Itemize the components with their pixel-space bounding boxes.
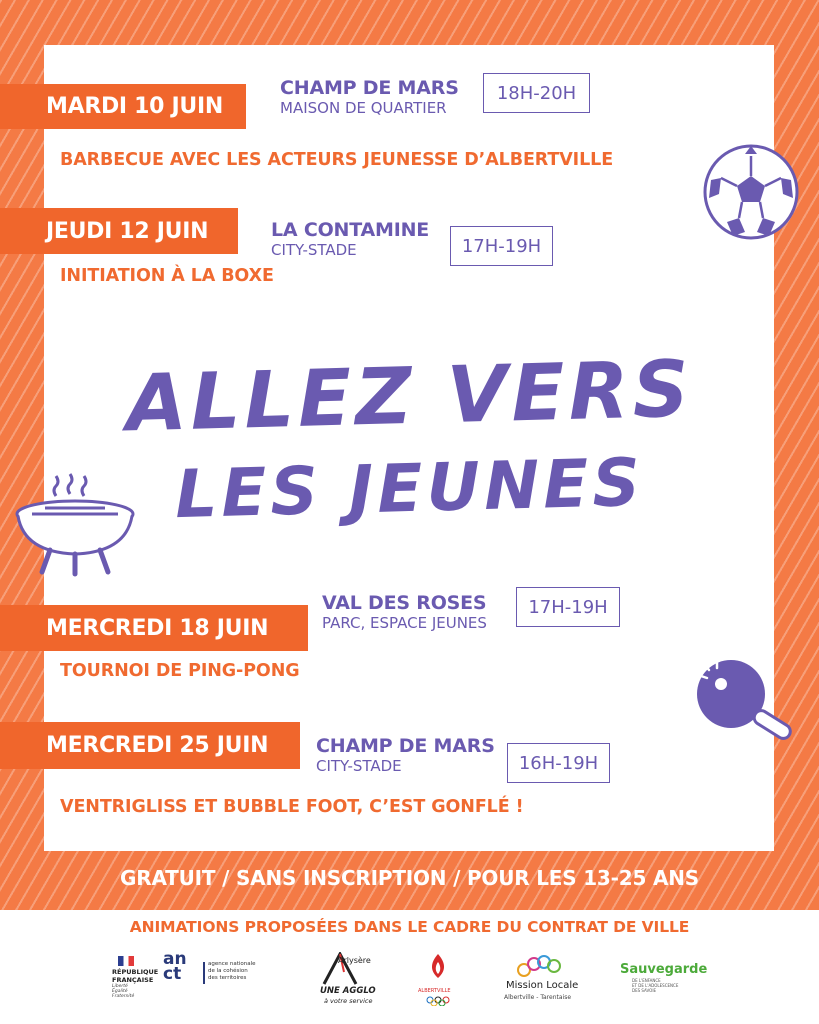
event-2-place: LA CONTAMINE (271, 219, 430, 241)
event-2-activity: INITIATION À LA BOXE (60, 266, 274, 286)
event-1-time-box: 18H-20H (483, 73, 590, 113)
mission-locale-name: Mission Locale (506, 980, 579, 991)
event-1-date-tag: MARDI 10 JUIN (0, 84, 246, 129)
event-1-activity: BARBECUE AVEC LES ACTEURS JEUNESSE D’ALBERTVILLE (60, 150, 614, 170)
event-3-location (322, 592, 487, 632)
event-1-venue: MAISON DE QUARTIER (280, 99, 447, 117)
event-4-venue: CITY-STADE (316, 757, 402, 775)
republique-motto-2: Égalité (112, 989, 128, 994)
event-4-place: CHAMP DE MARS (316, 735, 495, 757)
mission-locale-sub: Albertville - Tarentaise (504, 994, 572, 1001)
mission-locale-people-icon (516, 954, 566, 980)
event-4-date-tag: MERCREDI 25 JUIN (0, 722, 300, 769)
marianne-flag-icon (118, 956, 134, 966)
headline-line-2: LES JEUNES (174, 443, 645, 534)
arlysere-tagline-2: à votre service (324, 997, 373, 1005)
olympic-rings-icon (426, 996, 450, 1006)
republique-motto-1: Liberté (112, 984, 128, 989)
albertville-flame-icon (423, 952, 453, 988)
event-2-date-tag: JEUDI 12 JUIN (0, 208, 238, 254)
republique-motto-3: Fraternité (112, 994, 135, 999)
soccer-ball-icon (701, 142, 801, 242)
sauvegarde-logo (620, 952, 708, 1012)
sauvegarde-sub-1: DE L'ENFANCE (632, 978, 661, 983)
event-1-place: CHAMP DE MARS (280, 77, 459, 99)
event-4-time-box: 16H-19H (507, 743, 610, 783)
barbecue-grill-icon (10, 470, 140, 580)
republique-line-1: RÉPUBLIQUE (112, 968, 159, 976)
anct-logo (163, 949, 258, 1012)
event-3-venue: PARC, ESPACE JEUNES (322, 614, 487, 632)
sauvegarde-sub-2: ET DE L'ADOLESCENCE (632, 983, 679, 988)
footer-title: ANIMATIONS PROPOSÉES DANS LE CADRE DU CONTRAT DE VILLE (129, 918, 690, 936)
bottom-banner: GRATUIT / SANS INSCRIPTION / POUR LES 13-25 ANS (120, 866, 699, 890)
mission-locale-logo (500, 952, 590, 1012)
arlysere-tagline-1: UNE AGGLO (320, 986, 376, 996)
event-2-venue: CITY-STADE (271, 241, 357, 259)
republique-line-2: FRANÇAISE (112, 976, 154, 984)
headline-line-1: ALLEZ VERS (125, 344, 694, 450)
event-3-date-tag: MERCREDI 18 JUIN (0, 605, 308, 651)
sauvegarde-sub-3: DES SAVOIE (632, 988, 657, 993)
albertville-logo (418, 952, 458, 1012)
anct-text-1: agence nationale (208, 961, 256, 967)
arlysere-logo (306, 952, 386, 1012)
anct-text-2: de la cohésion (208, 968, 248, 974)
event-3-place: VAL DES ROSES (322, 592, 487, 614)
albertville-name: ALBERTVILLE (418, 988, 451, 994)
ping-pong-paddle-icon (693, 656, 803, 746)
sauvegarde-name: Sauvegarde (620, 962, 708, 977)
event-3-activity: TOURNOI DE PING-PONG (60, 661, 300, 681)
arlysere-name: Arlysère (338, 956, 371, 965)
event-1-location (280, 77, 459, 117)
event-4-location (316, 735, 495, 775)
event-4-activity: VENTRIGLISS ET BUBBLE FOOT, C’EST GONFLÉ ! (60, 797, 524, 817)
anct-text-3: des territoires (208, 975, 247, 981)
event-2-time-box: 17H-19H (450, 226, 553, 266)
anct-mark: an ct (163, 949, 187, 984)
event-2-location (271, 219, 429, 259)
event-3-time-box: 17H-19H (516, 587, 620, 627)
